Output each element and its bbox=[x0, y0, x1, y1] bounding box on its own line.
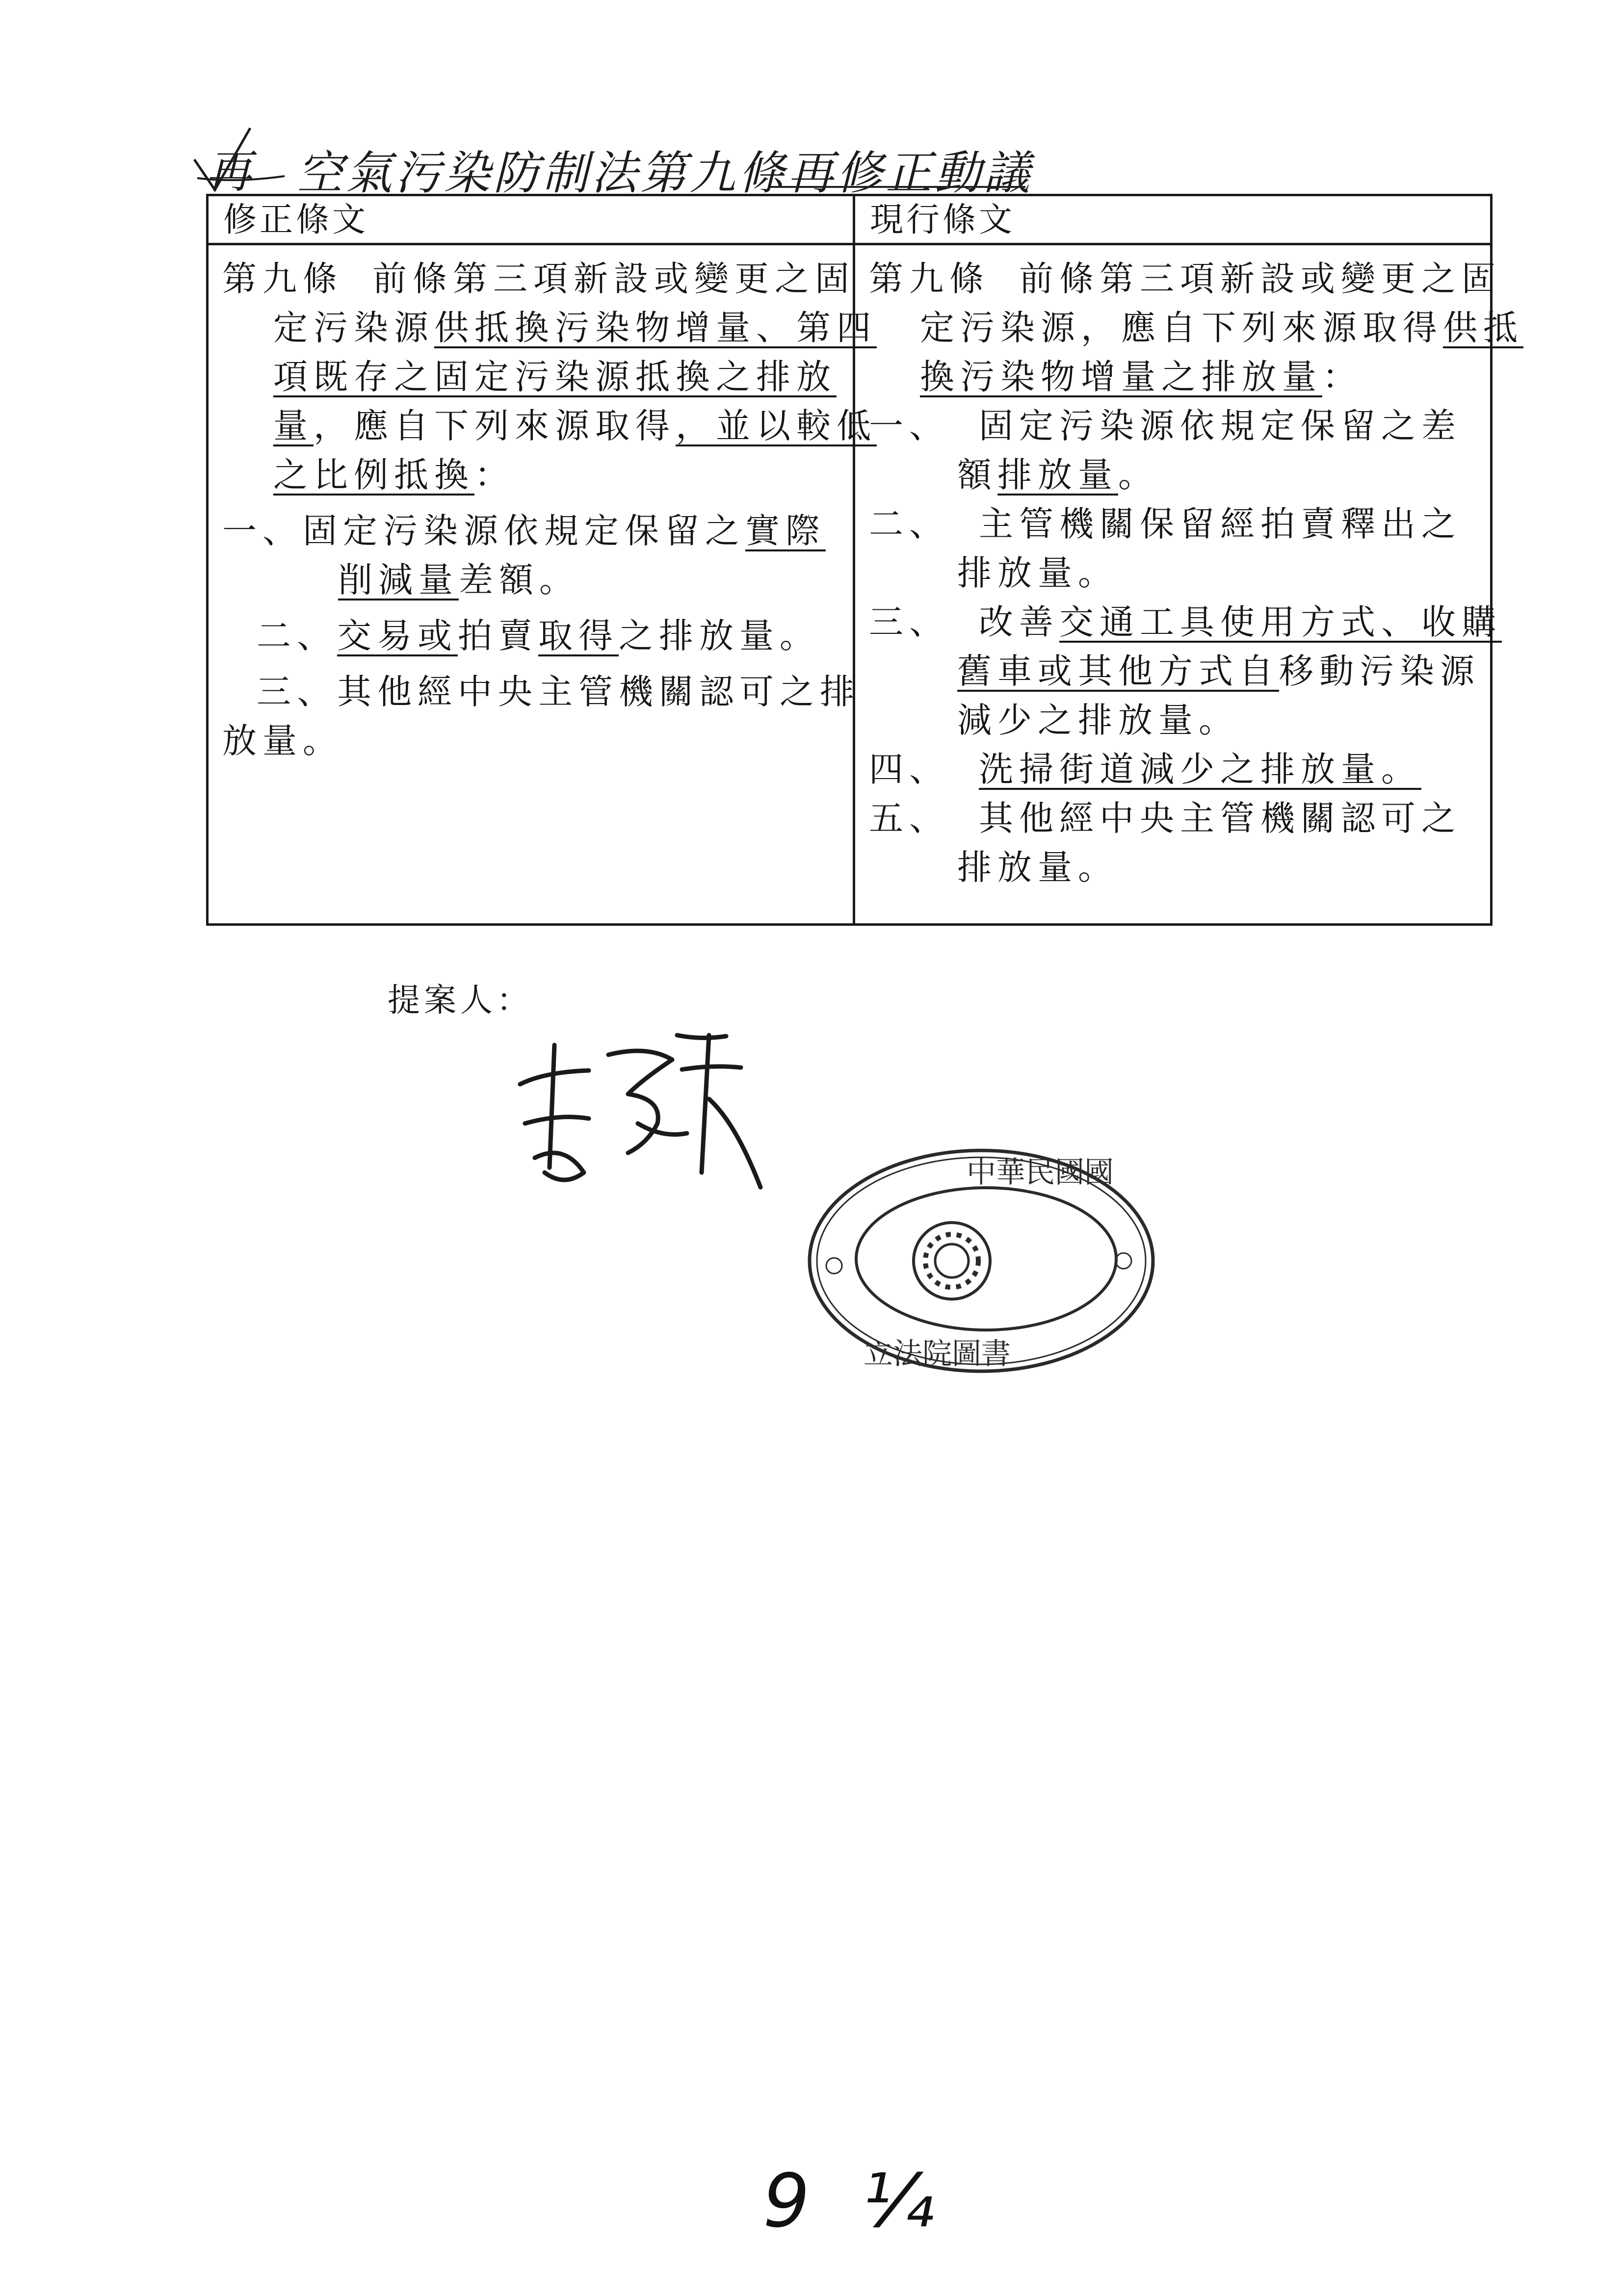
amended-column-heading: 修正條文 bbox=[209, 196, 853, 245]
signature-icon bbox=[515, 1025, 770, 1202]
amended-column bbox=[209, 196, 877, 923]
underlined-text: 換污染物增量 bbox=[920, 357, 1161, 397]
current-article-number: 第九條 bbox=[869, 259, 990, 299]
amended-article-number: 第九條 bbox=[222, 259, 343, 299]
current-intro-line-1 bbox=[869, 254, 1502, 303]
text-run: 。 bbox=[1118, 455, 1158, 495]
current-item-3-cont bbox=[869, 647, 1480, 696]
seal-top-text bbox=[967, 1155, 1114, 1190]
current-item-4 bbox=[869, 745, 1476, 794]
title-underline bbox=[770, 186, 1025, 188]
current-column-body bbox=[855, 245, 1523, 892]
amended-text: 供抵換污染物增量、第四 bbox=[434, 308, 877, 348]
amended-item-1 bbox=[222, 506, 839, 555]
amended-text: 量 bbox=[273, 406, 314, 446]
amended-item-3-cont bbox=[222, 716, 839, 765]
amended-intro-line-2 bbox=[222, 303, 877, 352]
proposer-label: 提案人： bbox=[388, 981, 533, 1019]
amended-text: 之比例抵換 bbox=[273, 455, 474, 495]
current-item-1 bbox=[869, 401, 1476, 450]
text-run: ： bbox=[1322, 357, 1362, 397]
item-number: 二、 bbox=[869, 504, 949, 544]
item-number: 五、 bbox=[869, 798, 949, 838]
text-run: 主管機關保留經拍賣釋出之 bbox=[979, 504, 1462, 544]
text-run: 拍賣 bbox=[458, 616, 538, 656]
text-run: 排放量。 bbox=[957, 553, 1118, 593]
item-number: 三、 bbox=[869, 602, 949, 642]
text-run: 改善 bbox=[979, 602, 1059, 642]
amended-intro-line-5 bbox=[222, 450, 839, 499]
comparison-table bbox=[206, 194, 1523, 926]
text-run: 減少之排放量。 bbox=[957, 700, 1239, 740]
current-intro-line-3 bbox=[869, 352, 1476, 401]
redo-mark-text: 再 bbox=[206, 146, 253, 198]
text-run: 固定污染源依規定保留之 bbox=[303, 511, 745, 551]
amended-text: 實際 bbox=[745, 511, 826, 551]
underlined-text: 排放量 bbox=[997, 455, 1118, 495]
text-run: ，應自下列來源取得 bbox=[314, 406, 676, 446]
underlined-text: 舊車或其他方式自 bbox=[957, 651, 1279, 691]
text-run: 前條第三項新設或變更之固 bbox=[1019, 259, 1502, 299]
current-column bbox=[855, 196, 1523, 923]
current-item-5 bbox=[869, 794, 1476, 843]
amended-column-body bbox=[209, 245, 877, 765]
item-number: 二、 bbox=[257, 616, 337, 656]
text-run: 差額。 bbox=[459, 560, 579, 600]
underlined-text: 供抵 bbox=[1443, 308, 1523, 348]
current-intro-line-2 bbox=[869, 303, 1523, 352]
amended-intro-line-4 bbox=[222, 401, 877, 450]
item-number: 一、 bbox=[222, 511, 303, 551]
amended-item-1-cont bbox=[222, 555, 839, 604]
amended-text: 取得 bbox=[538, 616, 619, 656]
underlined-text: 交通工具使用方式、收購 bbox=[1059, 602, 1502, 642]
amended-text: 項既存之固定污染源抵換之排放 bbox=[273, 357, 837, 397]
official-seal-icon bbox=[805, 1143, 1158, 1379]
handwritten-title bbox=[191, 125, 1055, 199]
text-run: 定污染源 bbox=[273, 308, 434, 348]
text-run: 之排放量。 bbox=[619, 616, 820, 656]
current-item-3 bbox=[869, 598, 1502, 647]
motion-title: 空氣污染防制法第九條再修正動議 bbox=[297, 147, 1033, 200]
item-number: 一、 bbox=[869, 406, 949, 446]
text-run: 額 bbox=[957, 455, 997, 495]
text-run: 固定污染源依規定保留之差 bbox=[979, 406, 1462, 446]
text-run: 前條第三項新設或變更之固 bbox=[372, 259, 855, 299]
current-item-2-cont bbox=[869, 548, 1476, 598]
seal-bottom-text bbox=[864, 1337, 1011, 1371]
item-number: 三、 bbox=[257, 672, 337, 712]
text-run: 移動污染源 bbox=[1279, 651, 1480, 691]
amended-text: 削減量 bbox=[338, 560, 459, 600]
text-run: 定污染源，應自下列來源取得 bbox=[920, 308, 1443, 348]
current-item-5-cont bbox=[869, 843, 1476, 892]
current-column-heading: 現行條文 bbox=[855, 196, 1490, 245]
text-run: 放量。 bbox=[222, 721, 343, 761]
current-item-3-cont-2 bbox=[869, 696, 1476, 745]
seal-bottom-chars: 立法院圖書 bbox=[864, 1337, 1011, 1371]
item-number: 四、 bbox=[869, 749, 949, 789]
page-number: 9 ¼ bbox=[763, 2159, 949, 2244]
text-run: 其他經中央主管機關認可之 bbox=[979, 798, 1462, 838]
current-item-1-cont bbox=[869, 450, 1476, 499]
amended-text: 交易或 bbox=[337, 616, 458, 656]
amended-intro-line-1 bbox=[222, 254, 855, 303]
text-run: 其他經中央主管機關認可之排 bbox=[337, 672, 860, 712]
underlined-text: 洗掃街道減少之排放量。 bbox=[979, 749, 1421, 789]
amended-item-3 bbox=[222, 667, 860, 716]
text-run: 排放量。 bbox=[957, 847, 1118, 887]
amended-intro-line-3 bbox=[222, 352, 839, 401]
underlined-text: 之排放量 bbox=[1161, 357, 1322, 397]
seal-top-chars: 中華民國國 bbox=[967, 1155, 1114, 1190]
text-run: ： bbox=[474, 455, 515, 495]
redo-mark bbox=[191, 125, 289, 199]
amended-item-2 bbox=[222, 611, 839, 660]
amended-text: ，並以較低 bbox=[676, 406, 877, 446]
current-item-2 bbox=[869, 499, 1476, 548]
